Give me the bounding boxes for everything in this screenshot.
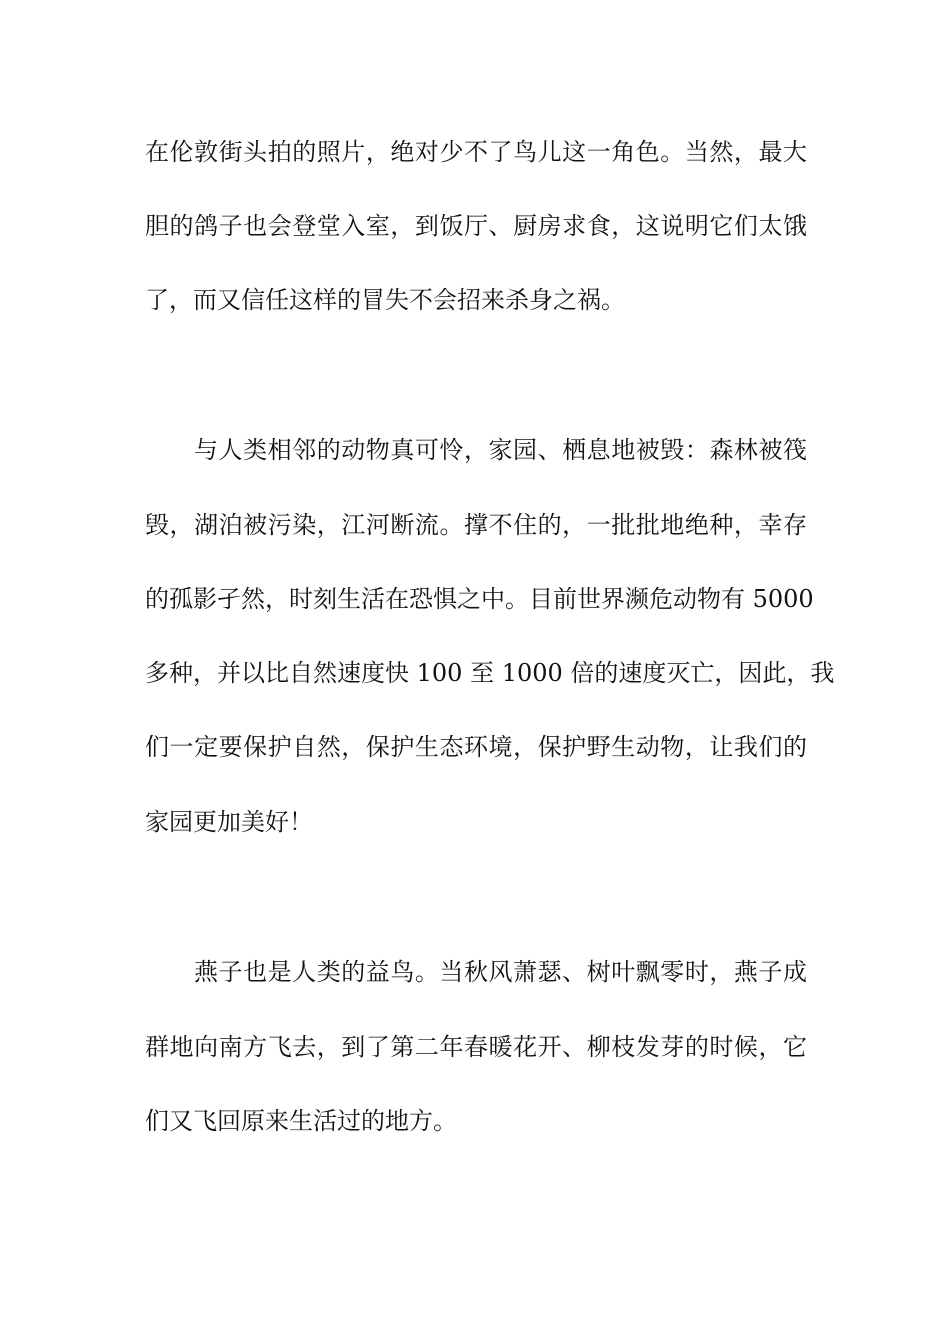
paragraph-2-line-2: 毁，湖泊被污染，江河断流。撑不住的，一批批地绝种，幸存 (145, 511, 807, 539)
paragraph-3-line-1: 燕子也是人类的益鸟。当秋风萧瑟、树叶飘零时，燕子成 (194, 958, 807, 986)
paragraph-3-line-3: 们又飞回原来生活过的地方。 (145, 1107, 457, 1135)
paragraph-2-line-6: 家园更加美好！ (145, 808, 313, 836)
paragraph-1-line-1: 在伦敦街头拍的照片，绝对少不了鸟儿这一角色。当然，最大 (145, 138, 807, 166)
paragraph-2-line-3: 的孤影孑然，时刻生活在恐惧之中。目前世界濒危动物有 5000 (145, 585, 814, 613)
paragraph-2-line-1: 与人类相邻的动物真可怜，家园、栖息地被毁：森林被筏 (194, 436, 807, 464)
paragraph-1-line-3: 了，而又信任这样的冒失不会招来杀身之祸。 (145, 286, 625, 314)
paragraph-2-line-4: 多种，并以比自然速度快 100 至 1000 倍的速度灭亡，因此，我 (145, 659, 835, 687)
paragraph-3-line-2: 群地向南方飞去，到了第二年春暖花开、柳枝发芽的时候，它 (145, 1033, 807, 1061)
paragraph-2-line-5: 们一定要保护自然，保护生态环境，保护野生动物，让我们的 (145, 733, 807, 761)
paragraph-1-line-2: 胆的鸽子也会登堂入室，到饭厅、厨房求食，这说明它们太饿 (145, 212, 807, 240)
